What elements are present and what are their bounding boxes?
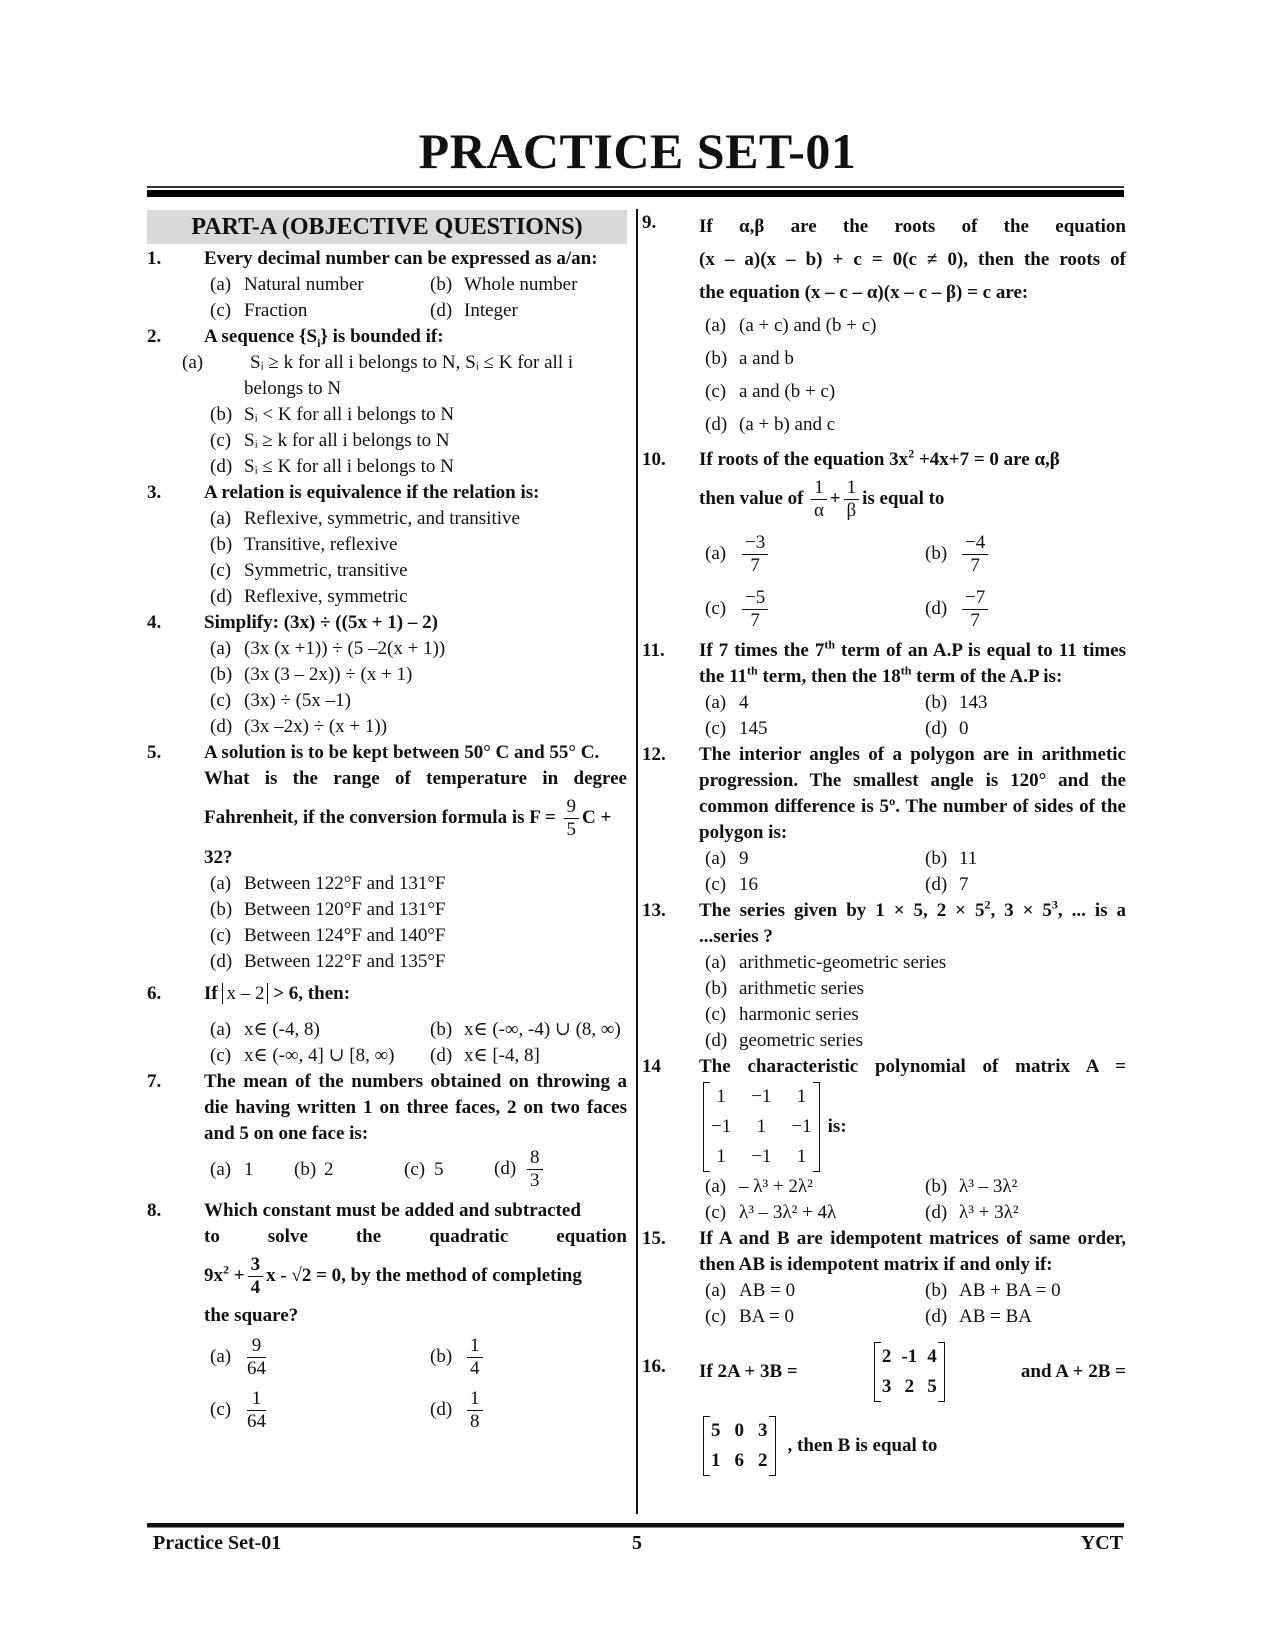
- question-number: 11.: [642, 640, 665, 661]
- option-a: (a) Reflexive, symmetric, and transitive: [210, 508, 520, 529]
- option-c: (c) $\frac{1}{64}$: [210, 1388, 266, 1432]
- question-number: 15.: [642, 1228, 666, 1249]
- option-a: (a) $\frac{-3}{7}$: [699, 532, 919, 577]
- question-number: 9.: [642, 212, 657, 233]
- page-title: PRACTICE SET-01: [418, 123, 857, 179]
- option-b: (b) Transitive, reflexive: [210, 534, 398, 555]
- question-number: 2.: [147, 326, 162, 347]
- question-number: 1.: [147, 248, 162, 269]
- question-number: 10.: [642, 449, 666, 470]
- question-15: [642, 1226, 1126, 1330]
- question-2: [147, 324, 627, 480]
- question-16: [642, 1340, 1126, 1478]
- question-number: 8.: [147, 1200, 162, 1221]
- option-c: (c) x∈ (-∞, 4] ∪ [8, ∞): [210, 1045, 395, 1066]
- option-b: (b) Whole number: [430, 274, 578, 295]
- option-c: (c) (3x) ÷ (5x –1): [210, 690, 351, 711]
- option-d: (d) 7: [925, 874, 969, 895]
- option-a: (a) Between 122°F and 131°F: [210, 873, 446, 894]
- footer-rule: [147, 1523, 1124, 1528]
- option-d: (d) x∈ [-4, 8]: [430, 1045, 540, 1066]
- option-d: (d) Sᵢ ≤ K for all i belongs to N: [210, 456, 454, 477]
- question-text: The series given by 1 × 5, $2 \times 5^2$, $3 \times 5^3$, ... is a ...series ?: [699, 897, 1126, 947]
- header-rule-thin: [147, 186, 1124, 188]
- option-b: (b) x∈ (-∞, -4) ∪ (8, ∞): [430, 1019, 621, 1040]
- question-4: [147, 610, 627, 740]
- option-b: (b) 11: [925, 848, 978, 869]
- matrix: 1 −1 1 −1 1 −1 1 −1 1: [703, 1082, 820, 1172]
- option-c: (c) 5: [404, 1158, 444, 1180]
- question-text: If roots of the equation $3x^2 +4x+7 = 0$ are α,β then value of $\frac{1}{\alpha}$ + $\frac{1}{\beta}$ is equal to: [699, 446, 1060, 521]
- question-text: A relation is equivalence if the relation is:: [204, 482, 540, 503]
- option-a: (a) Sᵢ ≥ k for all i belongs to N, Sᵢ ≤ K for all i belongs to N: [182, 352, 574, 399]
- option-c: (c) BA = 0: [705, 1306, 795, 1327]
- option-a: (a) Natural number: [210, 274, 364, 295]
- question-text: If 2A + 3B = 2 -1 4 3 2 5 and A + 2B = 5 0 3 1 6 2 , then B is equal to: [699, 1340, 1126, 1478]
- option-b: (b) arithmetic series: [705, 978, 865, 999]
- question-text: If α,β are the roots of the equation (x – a)(x – b) + c = 0(c ≠ 0), then the roots of the equation (x – c – α)(x – c – β) = c are:: [699, 216, 1126, 303]
- question-number: 12.: [642, 744, 666, 765]
- question-number: 6.: [147, 983, 162, 1004]
- question-6: [147, 981, 627, 1069]
- option-b: (b) $\frac{-4}{7}$: [919, 532, 1126, 577]
- option-c: (c) Sᵢ ≥ k for all i belongs to N: [210, 430, 450, 451]
- question-text: If 7 times the 7th term of an A.P is equal to 11 times the 11th term, then the 18th term of the A.P is:: [699, 637, 1126, 687]
- column-divider: [636, 209, 638, 1514]
- right-column: [642, 210, 1126, 1478]
- question-number: 14: [642, 1056, 661, 1077]
- fraction: $\frac{3}{4}$: [248, 1254, 264, 1299]
- option-d: (d) $\frac{8}{3}$: [494, 1147, 627, 1192]
- option-c: (c) Fraction: [210, 300, 308, 321]
- question-number: 13.: [642, 900, 666, 921]
- option-b: (b) λ³ – 3λ²: [925, 1176, 1018, 1197]
- option-c: (c) Between 124°F and 140°F: [210, 925, 446, 946]
- option-d: (d) 0: [925, 718, 969, 739]
- option-a: (a) $\frac{9}{64}$: [210, 1335, 266, 1379]
- question-5: [147, 740, 627, 975]
- option-c: (c) a and (b + c): [705, 381, 836, 402]
- option-d: (d) $\frac{1}{8}$: [424, 1388, 627, 1433]
- question-9: [642, 210, 1126, 441]
- option-c: (c) Symmetric, transitive: [210, 560, 408, 581]
- question-text: If x – 2 > 6, then:: [204, 983, 351, 1004]
- option-b: (b) Sᵢ < K for all i belongs to N: [210, 404, 455, 425]
- question-number: 7.: [147, 1071, 162, 1092]
- question-number: 5.: [147, 742, 162, 763]
- question-10: [642, 447, 1126, 632]
- option-a: (a) (a + c) and (b + c): [705, 315, 877, 336]
- question-12: [642, 742, 1126, 898]
- option-a: (a) AB = 0: [705, 1280, 796, 1301]
- option-c: (c) λ³ – 3λ² + 4λ: [705, 1202, 837, 1223]
- option-a: (a) (3x (x +1)) ÷ (5 –2(x + 1)): [210, 638, 446, 659]
- option-b: (b) a and b: [705, 348, 794, 369]
- question-11: [642, 638, 1126, 742]
- option-c: (c) $\frac{-5}{7}$: [699, 587, 919, 632]
- question-8: [147, 1198, 627, 1433]
- option-a: (a) arithmetic-geometric series: [705, 952, 947, 973]
- section-heading: PART-A (OBJECTIVE QUESTIONS): [147, 210, 627, 244]
- question-number: 4.: [147, 612, 162, 633]
- option-c: (c) 145: [705, 718, 768, 739]
- question-1: [147, 246, 627, 324]
- footer-title: Practice Set-01: [153, 1532, 282, 1554]
- option-d: (d) λ³ + 3λ²: [925, 1202, 1019, 1223]
- option-b: (b) 143: [925, 692, 988, 713]
- option-a: (a) 9: [705, 848, 749, 869]
- option-d: (d) Reflexive, symmetric: [210, 586, 408, 607]
- question-13: [642, 898, 1126, 1054]
- matrix-2: 5 0 3 1 6 2: [703, 1416, 776, 1476]
- option-d: (d) $\frac{-7}{7}$: [919, 587, 1126, 632]
- option-a: (a) x∈ (-4, 8): [210, 1019, 320, 1040]
- option-b: (b) AB + BA = 0: [925, 1280, 1061, 1301]
- footer-publisher: YCT: [1080, 1532, 1123, 1554]
- header-rule-thick: [147, 190, 1124, 197]
- option-d: (d) (3x –2x) ÷ (x + 1)): [210, 716, 388, 737]
- option-c: (c) harmonic series: [705, 1004, 859, 1025]
- fraction: $\frac{8}{3}$: [527, 1147, 543, 1192]
- question-7: [147, 1069, 627, 1192]
- fraction: $\frac{9}{5}$: [564, 796, 580, 841]
- option-d: (d) Integer: [430, 300, 518, 321]
- question-text: Which constant must be added and subtracted to solve the quadratic equation $9x^2$ + $\frac{3}{4}$ x - √2 = 0, by the method of completing the square?: [204, 1200, 627, 1326]
- option-b: (b) (3x (3 – 2x)) ÷ (x + 1): [210, 664, 413, 685]
- question-number: 16.: [642, 1356, 666, 1377]
- matrix-1: 2 -1 4 3 2 5: [874, 1342, 945, 1402]
- question-text: The interior angles of a polygon are in arithmetic progression. The smallest angle is 120° and the common difference is 5º. The number of sides of the polygon is:: [699, 744, 1126, 843]
- question-text: The mean of the numbers obtained on throwing a die having written 1 on three faces, 2 on two faces and 5 on one face is:: [204, 1071, 627, 1144]
- question-3: [147, 480, 627, 610]
- question-text: A sequence $\{S_i\}$ is bounded if:: [204, 326, 444, 350]
- option-b: (b) Between 120°F and 131°F: [210, 899, 446, 920]
- option-a: (a) 1: [210, 1158, 254, 1180]
- option-d: (d) Between 122°F and 135°F: [210, 951, 446, 972]
- question-text: Simplify: (3x) ÷ ((5x + 1) – 2): [204, 612, 438, 633]
- option-a: (a) 4: [705, 692, 749, 713]
- page-number: 5: [632, 1532, 642, 1554]
- question-text: A solution is to be kept between 50° C and 55° C. What is the range of temperature in degree Fahrenheit, if the conversion formula is F = $\frac{9}{5}$ C + 32?: [204, 742, 627, 868]
- option-d: (d) geometric series: [705, 1030, 863, 1051]
- option-d: (d) AB = BA: [925, 1306, 1033, 1327]
- left-column: [147, 210, 627, 1433]
- question-text: The characteristic polynomial of matrix A =: [699, 1056, 1126, 1077]
- question-14: 14 The characteristic polynomial of matrix A = 1 −1 1 −1 1 −1 1 −1 1 is: (a) – λ³ + 2λ² (b) λ³ – 3λ² (c) λ³ – 3λ² + 4λ (d) λ³ + 3λ²: [642, 1054, 1126, 1226]
- option-a: (a) – λ³ + 2λ²: [705, 1176, 813, 1197]
- option-b: (b) $\frac{1}{4}$: [424, 1335, 627, 1380]
- question-text: If A and B are idempotent matrices of same order, then AB is idempotent matrix if and only if:: [699, 1228, 1126, 1275]
- option-b: (b) 2: [294, 1158, 334, 1180]
- option-c: (c) 16: [705, 874, 758, 895]
- option-d: (d) (a + b) and c: [705, 414, 836, 435]
- question-number: 3.: [147, 482, 162, 503]
- question-text: Every decimal number can be expressed as a/an:: [204, 248, 598, 269]
